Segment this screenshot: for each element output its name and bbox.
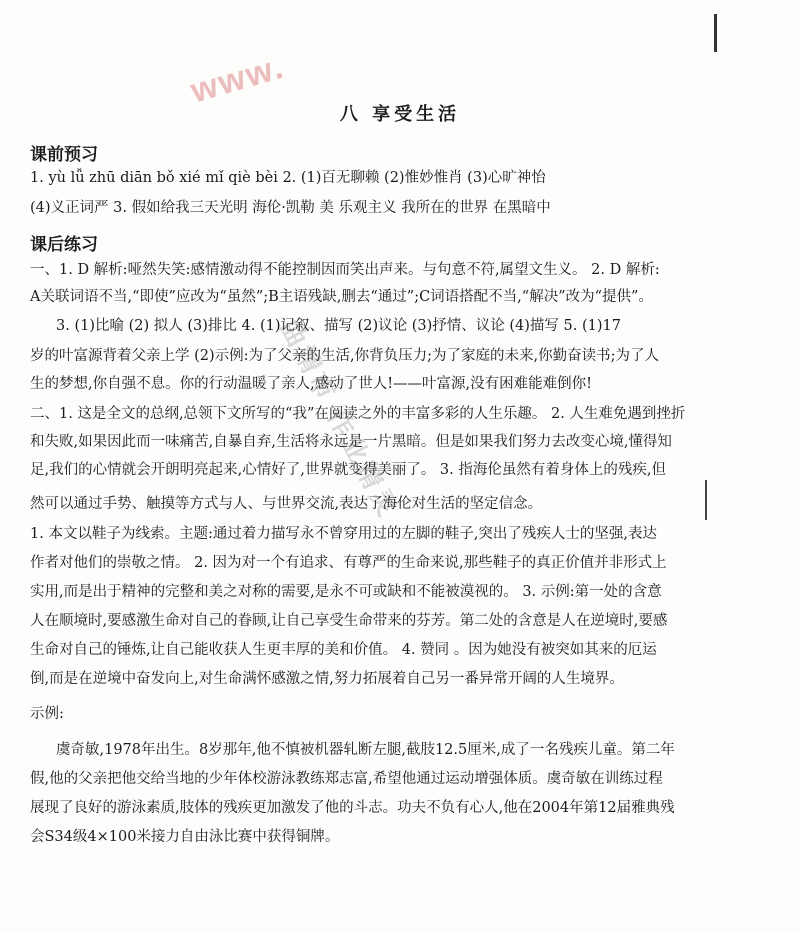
answer-line: 和失败,如果因此而一味痛苦,自暴自弃,生活将永远是一片黑暗。但是如果我们努力去改变心境,懂得知: [30, 434, 672, 450]
answer-line: 3. (1)比喻 (2) 拟人 (3)排比 4. (1)记叙、描写 (2)议论 (3)抒情、议论 (4)描写 5. (1)17: [56, 318, 621, 334]
answer-line: 一、1. D 解析:哑然失笑:感情激动得不能控制因而笑出声来。与句意不符,属望文生义。 2. D 解析:: [30, 262, 660, 278]
answer-line: 会S34级4×100米接力自由泳比赛中获得铜牌。: [30, 829, 340, 845]
answer-line: 假,他的父亲把他交给当地的少年体校游泳教练郑志富,希望他通过运动增强体质。虞奇敏在训练过程: [30, 771, 663, 787]
answer-line: 展现了良好的游泳素质,肢体的残疾更加激发了他的斗志。功夫不负有心人,他在2004年第12届雅典残: [30, 800, 675, 816]
answer-line: 实用,而是出于精神的完整和美之对称的需要,是永不可或缺和不能被漠视的。 3. 示例:第一处的含意: [30, 584, 662, 600]
answer-line: 示例:: [30, 706, 64, 722]
answer-line: 1. 本文以鞋子为线索。主题:通过着力描写永不曾穿用过的左脚的鞋子,突出了残疾人士的坚强,表达: [30, 526, 658, 542]
watermark-site: www.: [186, 47, 289, 111]
answer-line: 岁的叶富源背着父亲上学 (2)示例:为了父亲的生活,你背负压力;为了家庭的未来,你勤奋读书;为了人: [30, 348, 660, 364]
answer-line: 作者对他们的崇敬之情。 2. 因为对一个有追求、有尊严的生命来说,那些鞋子的真正价值并非形式上: [30, 555, 667, 571]
answer-line: 足,我们的心情就会开朗明亮起来,心情好了,世界就变得美丽了。 3. 指海伦虽然有着身体上的残疾,但: [30, 462, 666, 478]
scan-edge-mark: [714, 14, 717, 52]
answer-line: 倒,而是在逆境中奋发向上,对生命满怀感激之情,努力拓展着自己另一番异常开阔的人生境界。: [30, 671, 624, 687]
watermark-diagonal: 曲靖市 作业精灵: [274, 314, 405, 524]
answer-line: A关联词语不当,“即使”应改为“虽然”;B主语残缺,删去“通过”;C词语搭配不当,“解决”改为“提供”。: [30, 289, 653, 305]
answer-line: 1. yù lǚ zhū diān bǒ xié mǐ qiè bèi 2. (1)百无聊赖 (2)惟妙惟肖 (3)心旷神怡: [30, 170, 546, 186]
answer-line: 人在顺境时,要感激生命对自己的眷顾,让自己享受生命带来的芬芳。第二处的含意是人在逆境时,要感: [30, 613, 668, 629]
answer-line: 虞奇敏,1978年出生。8岁那年,他不慎被机器轧断左腿,截肢12.5厘米,成了一名残疾儿童。第二年: [56, 742, 675, 758]
answer-line: 二、1. 这是全文的总纲,总领下文所写的“我”在阅读之外的丰富多彩的人生乐趣。 2. 人生难免遇到挫折: [30, 406, 686, 422]
answer-line: 然可以通过手势、触摸等方式与人、与世界交流,表达了海伦对生活的坚定信念。: [30, 496, 543, 512]
page-title: 八 享受生活: [339, 104, 461, 125]
answer-line: 生命对自己的锤炼,让自己能收获人生更丰厚的美和价值。 4. 赞同 。因为她没有被突如其来的厄运: [30, 642, 657, 658]
answer-line: (4)义正词严 3. 假如给我三天光明 海伦·凯勒 美 乐观主义 我所在的世界 在黑暗中: [30, 200, 551, 216]
section-heading-preview: 课前预习: [30, 145, 98, 165]
answer-line: 生的梦想,你自强不息。你的行动温暖了亲人,感动了世人!——叶富源,没有困难能难倒你!: [30, 376, 592, 392]
section-heading-practice: 课后练习: [30, 235, 98, 255]
